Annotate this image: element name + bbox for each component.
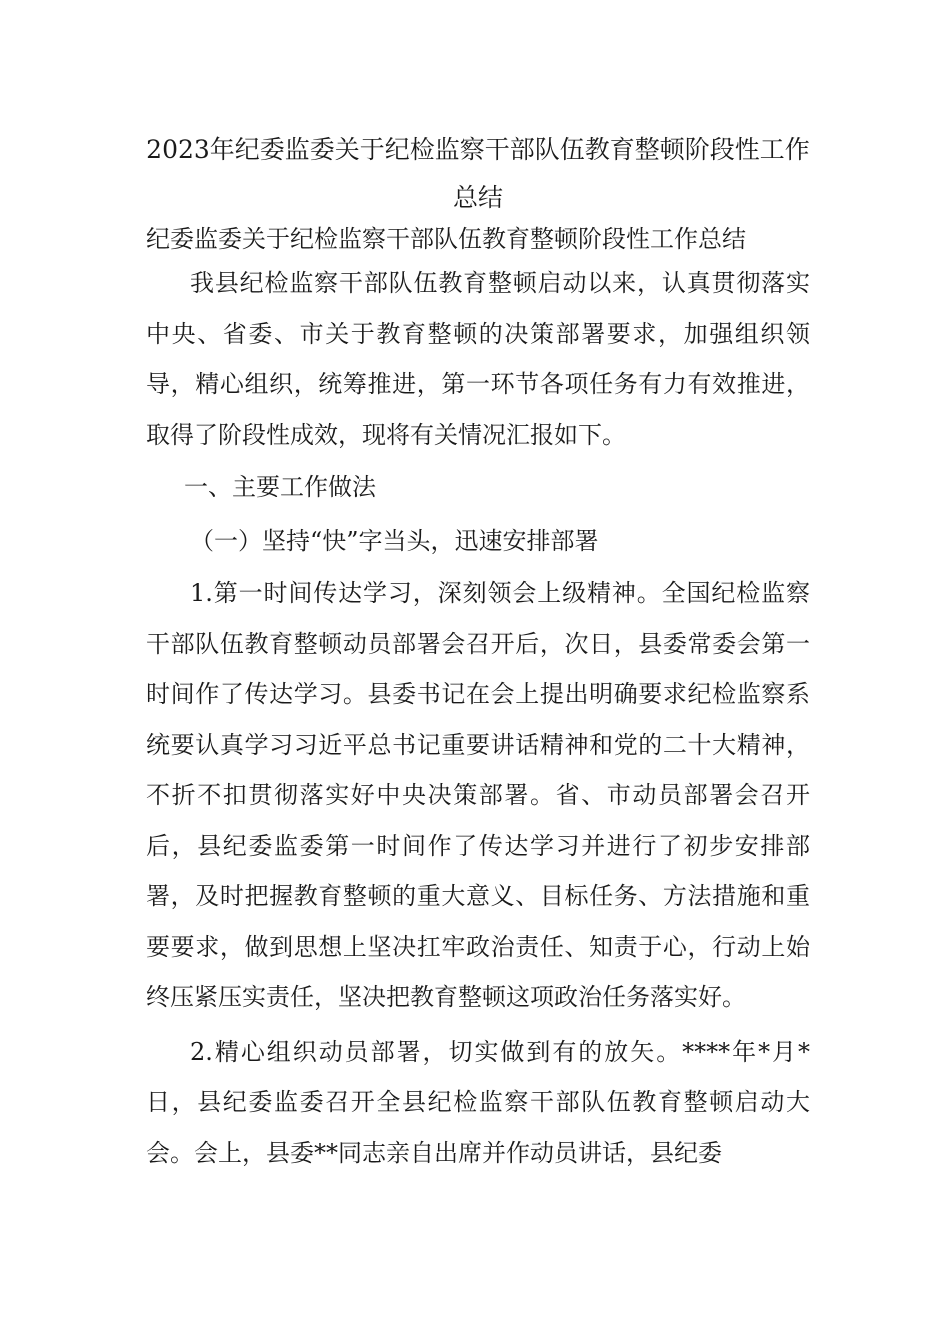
subsection-heading: （一）坚持“快”字当头，迅速安排部署 <box>190 527 599 555</box>
item-paragraph-1: 1.第一时间传达学习，深刻领会上级精神。全国纪检监察干部队伍教育整顿动员部署会召开后，次日，县委常委会第一时间作了传达学习。县委书记在会上提出明确要求纪检监察系统要认真学习习近平总书记重要讲话精神和党的二十大精神，不折不扣贯彻落实好中央决策部署。省、市动员部署会召开后，县纪委监委第一时间作了传达学习并进行了初步安排部署，及时把握教育整顿的重大意义、目标任务、方法措施和重要要求，做到思想上坚决扛牢政治责任、知责于心，行动上始终压紧压实责任，坚决把教育整顿这项政治任务落实好。 <box>146 579 810 1011</box>
document-subtitle: 纪委监委关于纪检监察干部队伍教育整顿阶段性工作总结 <box>146 225 746 253</box>
document-title: 2023年纪委监委关于纪检监察干部队伍教育整顿阶段性工作总结 <box>146 135 810 212</box>
intro-paragraph: 我县纪检监察干部队伍教育整顿启动以来，认真贯彻落实中央、省委、市关于教育整顿的决策部署要求，加强组织领导，精心组织，统筹推进，第一环节各项任务有力有效推进，取得了阶段性成效，现将有关情况汇报如下。 <box>146 269 810 449</box>
document-page <box>146 126 810 1178</box>
section-heading: 一、主要工作做法 <box>184 473 376 501</box>
item-paragraph-2: 2.精心组织动员部署，切实做到有的放矢。****年*月*日，县纪委监委召开全县纪检监察干部队伍教育整顿启动大会。会上，县委**同志亲自出席并作动员讲话，县纪委 <box>146 1037 810 1167</box>
